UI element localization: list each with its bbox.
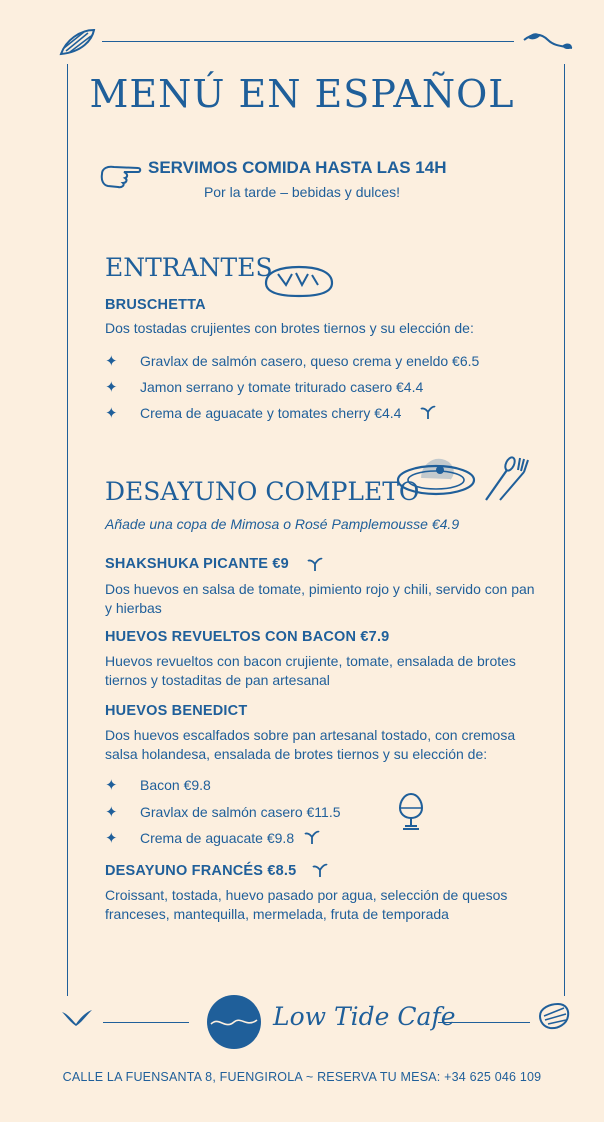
notice-subtitle: Por la tarde – bebidas y dulces! xyxy=(203,184,401,200)
list-item: ✦ Jamon serrano y tomate triturado casero €4.4 xyxy=(105,379,424,396)
list-item: ✦ Crema de aguacate €9.8 xyxy=(105,830,295,847)
item-description-huevos-revueltos: Huevos revueltos con bacon crujiente, tomate, ensalada de brotes tiernos y tostaditas de pan artesanal xyxy=(105,653,516,688)
item-title-huevos-benedict: HUEVOS BENEDICT xyxy=(105,703,248,719)
frame-bottom-left-line xyxy=(103,1022,189,1023)
item-description-bruschetta: Dos tostadas crujientes con brotes tiernos y su elección de: xyxy=(105,320,474,336)
section-title-entrantes: ENTRANTES xyxy=(105,253,273,282)
list-item: ✦ Crema de aguacate y tomates cherry €4.4 xyxy=(105,405,402,422)
sprout-icon xyxy=(420,404,436,420)
notice-title: SERVIMOS COMIDA HASTA LAS 14H xyxy=(148,158,447,177)
desayuno-note: Añade una copa de Mimosa o Rosé Pamplemousse €4.9 xyxy=(105,516,460,532)
plate-icon xyxy=(396,452,478,498)
item-description-huevos-benedict: Dos huevos escalfados sobre pan artesanal tostado, con cremosa salsa holandesa, ensalada de brotes tiernos y su elección de: xyxy=(105,727,516,762)
bird-icon xyxy=(60,1008,94,1028)
logo-wave-icon xyxy=(205,994,263,1050)
item-description-shakshuka: Dos huevos en salsa de tomate, pimiento rojo y chili, servido con pan y hierbas xyxy=(105,581,535,616)
sprout-icon xyxy=(312,862,328,878)
shell-icon xyxy=(536,1002,570,1030)
item-title-bruschetta: BRUSCHETTA xyxy=(105,297,206,313)
section-title-desayuno: DESAYUNO COMPLETO xyxy=(105,477,420,506)
plant-sprig-icon xyxy=(522,30,574,54)
bread-icon xyxy=(262,265,336,299)
frame-top-line xyxy=(102,41,514,42)
star-bullet-icon: ✦ xyxy=(105,804,118,821)
item-description-desayuno-frances: Croissant, tostada, huevo pasado por agua, selección de quesos franceses, mantequilla, mermelada, fruta de temporada xyxy=(105,887,508,922)
item-title-desayuno-frances: DESAYUNO FRANCÉS €8.5 xyxy=(105,863,297,879)
list-item: ✦ Bacon €9.8 xyxy=(105,777,211,794)
logo-text: Low Tide Cafe xyxy=(273,1002,456,1031)
shell-icon xyxy=(58,26,98,58)
star-bullet-icon: ✦ xyxy=(105,353,118,370)
frame-left-line xyxy=(67,64,68,996)
item-title-huevos-revueltos: HUEVOS REVUELTOS CON BACON €7.9 xyxy=(105,629,390,645)
footer-address: CALLE LA FUENSANTA 8, FUENGIROLA ~ RESERVA TU MESA: +34 625 046 109 xyxy=(62,1070,542,1084)
star-bullet-icon: ✦ xyxy=(105,405,118,422)
list-item: ✦ Gravlax de salmón casero €11.5 xyxy=(105,804,341,821)
sprout-icon xyxy=(304,829,320,845)
item-title-shakshuka: SHAKSHUKA PICANTE €9 xyxy=(105,556,289,572)
egg-cup-icon xyxy=(396,792,426,832)
star-bullet-icon: ✦ xyxy=(105,777,118,794)
cutlery-icon xyxy=(482,456,530,502)
star-bullet-icon: ✦ xyxy=(105,830,118,847)
star-bullet-icon: ✦ xyxy=(105,379,118,396)
page-title: MENÚ EN ESPAÑOL xyxy=(89,72,515,116)
list-item: ✦ Gravlax de salmón casero, queso crema y eneldo €6.5 xyxy=(105,353,480,370)
sprout-icon xyxy=(307,556,323,572)
frame-right-line xyxy=(564,64,565,996)
